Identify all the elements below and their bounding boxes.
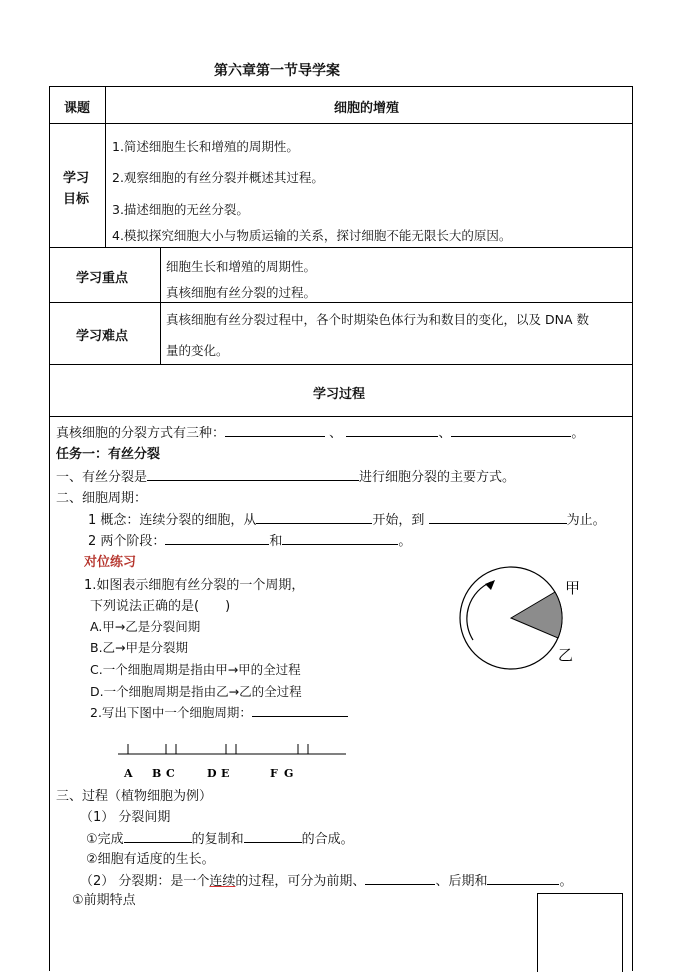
answer-blank[interactable] (252, 716, 348, 717)
tick-label: E (221, 767, 230, 780)
question-2-line (90, 703, 348, 721)
concept-text: 1 概念：连续分裂的细胞，从 (88, 513, 257, 528)
tick-label: C (166, 767, 175, 780)
answer-blank[interactable] (451, 436, 571, 437)
interphase-text-mid: 的复制和 (191, 832, 244, 847)
goal-item: 3.描述细胞的无丝分裂。 (112, 202, 249, 217)
section-2-heading: 二、细胞周期： (56, 491, 148, 506)
section-3-heading: 三、过程（植物细胞为例） (56, 789, 213, 804)
intro-text: 真核细胞的分裂方式有三种： (56, 426, 226, 441)
goal-label-line2: 目标 (63, 192, 90, 207)
goal-item: 1.简述细胞生长和增殖的周期性。 (112, 139, 299, 154)
focus-item: 真核细胞有丝分裂的过程。 (166, 285, 317, 300)
question-1: 1.如图表示细胞有丝分裂的一个周期， (84, 578, 305, 593)
answer-blank[interactable] (225, 436, 325, 437)
interphase-text: ①完成 (86, 832, 124, 847)
mitosis-line (80, 870, 572, 889)
answer-blank[interactable] (429, 523, 567, 524)
interphase-item-2: ②细胞有适度的生长。 (86, 852, 215, 867)
mitosis-text-mid2: 、后期和 (435, 874, 488, 889)
option-c: C.一个细胞周期是指由甲→甲的全过程 (90, 662, 301, 677)
stages-text-mid: 和 (269, 534, 283, 549)
option-a: A.甲→乙是分裂间期 (90, 619, 201, 634)
mitosis-keyword: 连续 (209, 874, 236, 889)
practice-heading: 对位练习 (84, 555, 137, 570)
question-1-prompt: 下列说法正确的是( ) (90, 599, 231, 614)
interphase-heading: （1） 分裂间期 (80, 810, 171, 825)
tick-label: G (284, 767, 294, 780)
difficulty-label: 学习难点 (76, 329, 129, 344)
mitosis-text-end: 。 (559, 874, 573, 889)
label-jia: 甲 (565, 579, 581, 597)
answer-blank[interactable] (487, 884, 559, 885)
answer-blank[interactable] (256, 523, 372, 524)
concept-text-end: 为止。 (566, 513, 606, 528)
tick-label: D (207, 767, 217, 780)
mitosis-text: （2） 分裂期：是一个 (80, 874, 210, 889)
section-1 (56, 466, 515, 485)
topic-value: 细胞的增殖 (334, 101, 400, 116)
option-d: D.一个细胞周期是指由乙→乙的全过程 (90, 684, 302, 699)
focus-label: 学习重点 (76, 271, 129, 286)
tick-label: A (124, 767, 133, 780)
answer-blank[interactable] (147, 480, 359, 481)
option-b: B.乙→甲是分裂期 (90, 640, 189, 655)
concept-text-mid: 开始，到 (372, 513, 425, 528)
interphase-text-end: 的合成。 (301, 832, 354, 847)
question-2: 2.写出下图中一个细胞周期： (90, 705, 252, 720)
answer-blank[interactable] (346, 436, 438, 437)
cycle-timeline (110, 740, 360, 785)
task-heading: 任务一：有丝分裂 (56, 447, 161, 462)
separator: 、 (438, 426, 452, 441)
interphase-item-1 (86, 828, 354, 847)
tick-label: B (152, 767, 162, 780)
drawing-box[interactable] (537, 893, 623, 972)
stages-text: 2 两个阶段： (88, 534, 166, 549)
s1-text: 一、有丝分裂是 (56, 470, 148, 485)
topic-label: 课题 (64, 101, 91, 116)
goal-item: 2.观察细胞的有丝分裂并概述其过程。 (112, 170, 324, 185)
s1-text-end: 进行细胞分裂的主要方式。 (359, 470, 516, 485)
answer-blank[interactable] (244, 842, 302, 843)
answer-blank[interactable] (365, 884, 435, 885)
intro-line (56, 422, 584, 441)
answer-blank[interactable] (165, 544, 269, 545)
focus-item: 细胞生长和增殖的周期性。 (166, 259, 317, 274)
prophase-heading: ①前期特点 (72, 893, 136, 908)
stages-line (88, 530, 411, 549)
cell-cycle-diagram (455, 560, 585, 680)
difficulty-text-line1: 真核细胞有丝分裂过程中，各个时期染色体行为和数目的变化，以及 DNA 数 (166, 312, 589, 327)
tick-label: F (270, 767, 278, 780)
difficulty-text-line2: 量的变化。 (166, 343, 229, 358)
concept-line (88, 509, 606, 528)
doc-title: 第六章第一节导学案 (214, 63, 340, 79)
process-label: 学习过程 (313, 387, 366, 402)
mitosis-text-mid: 的过程，可分为前期、 (235, 874, 366, 889)
separator: 、 (329, 426, 343, 441)
answer-blank[interactable] (124, 842, 192, 843)
stages-text-end: 。 (398, 534, 412, 549)
answer-blank[interactable] (282, 544, 398, 545)
goal-label-line1: 学习 (63, 171, 90, 186)
label-yi: 乙 (558, 646, 574, 664)
goal-item: 4.模拟探究细胞大小与物质运输的关系，探讨细胞不能无限长大的原因。 (112, 228, 512, 243)
end-mark: 。 (571, 426, 585, 441)
